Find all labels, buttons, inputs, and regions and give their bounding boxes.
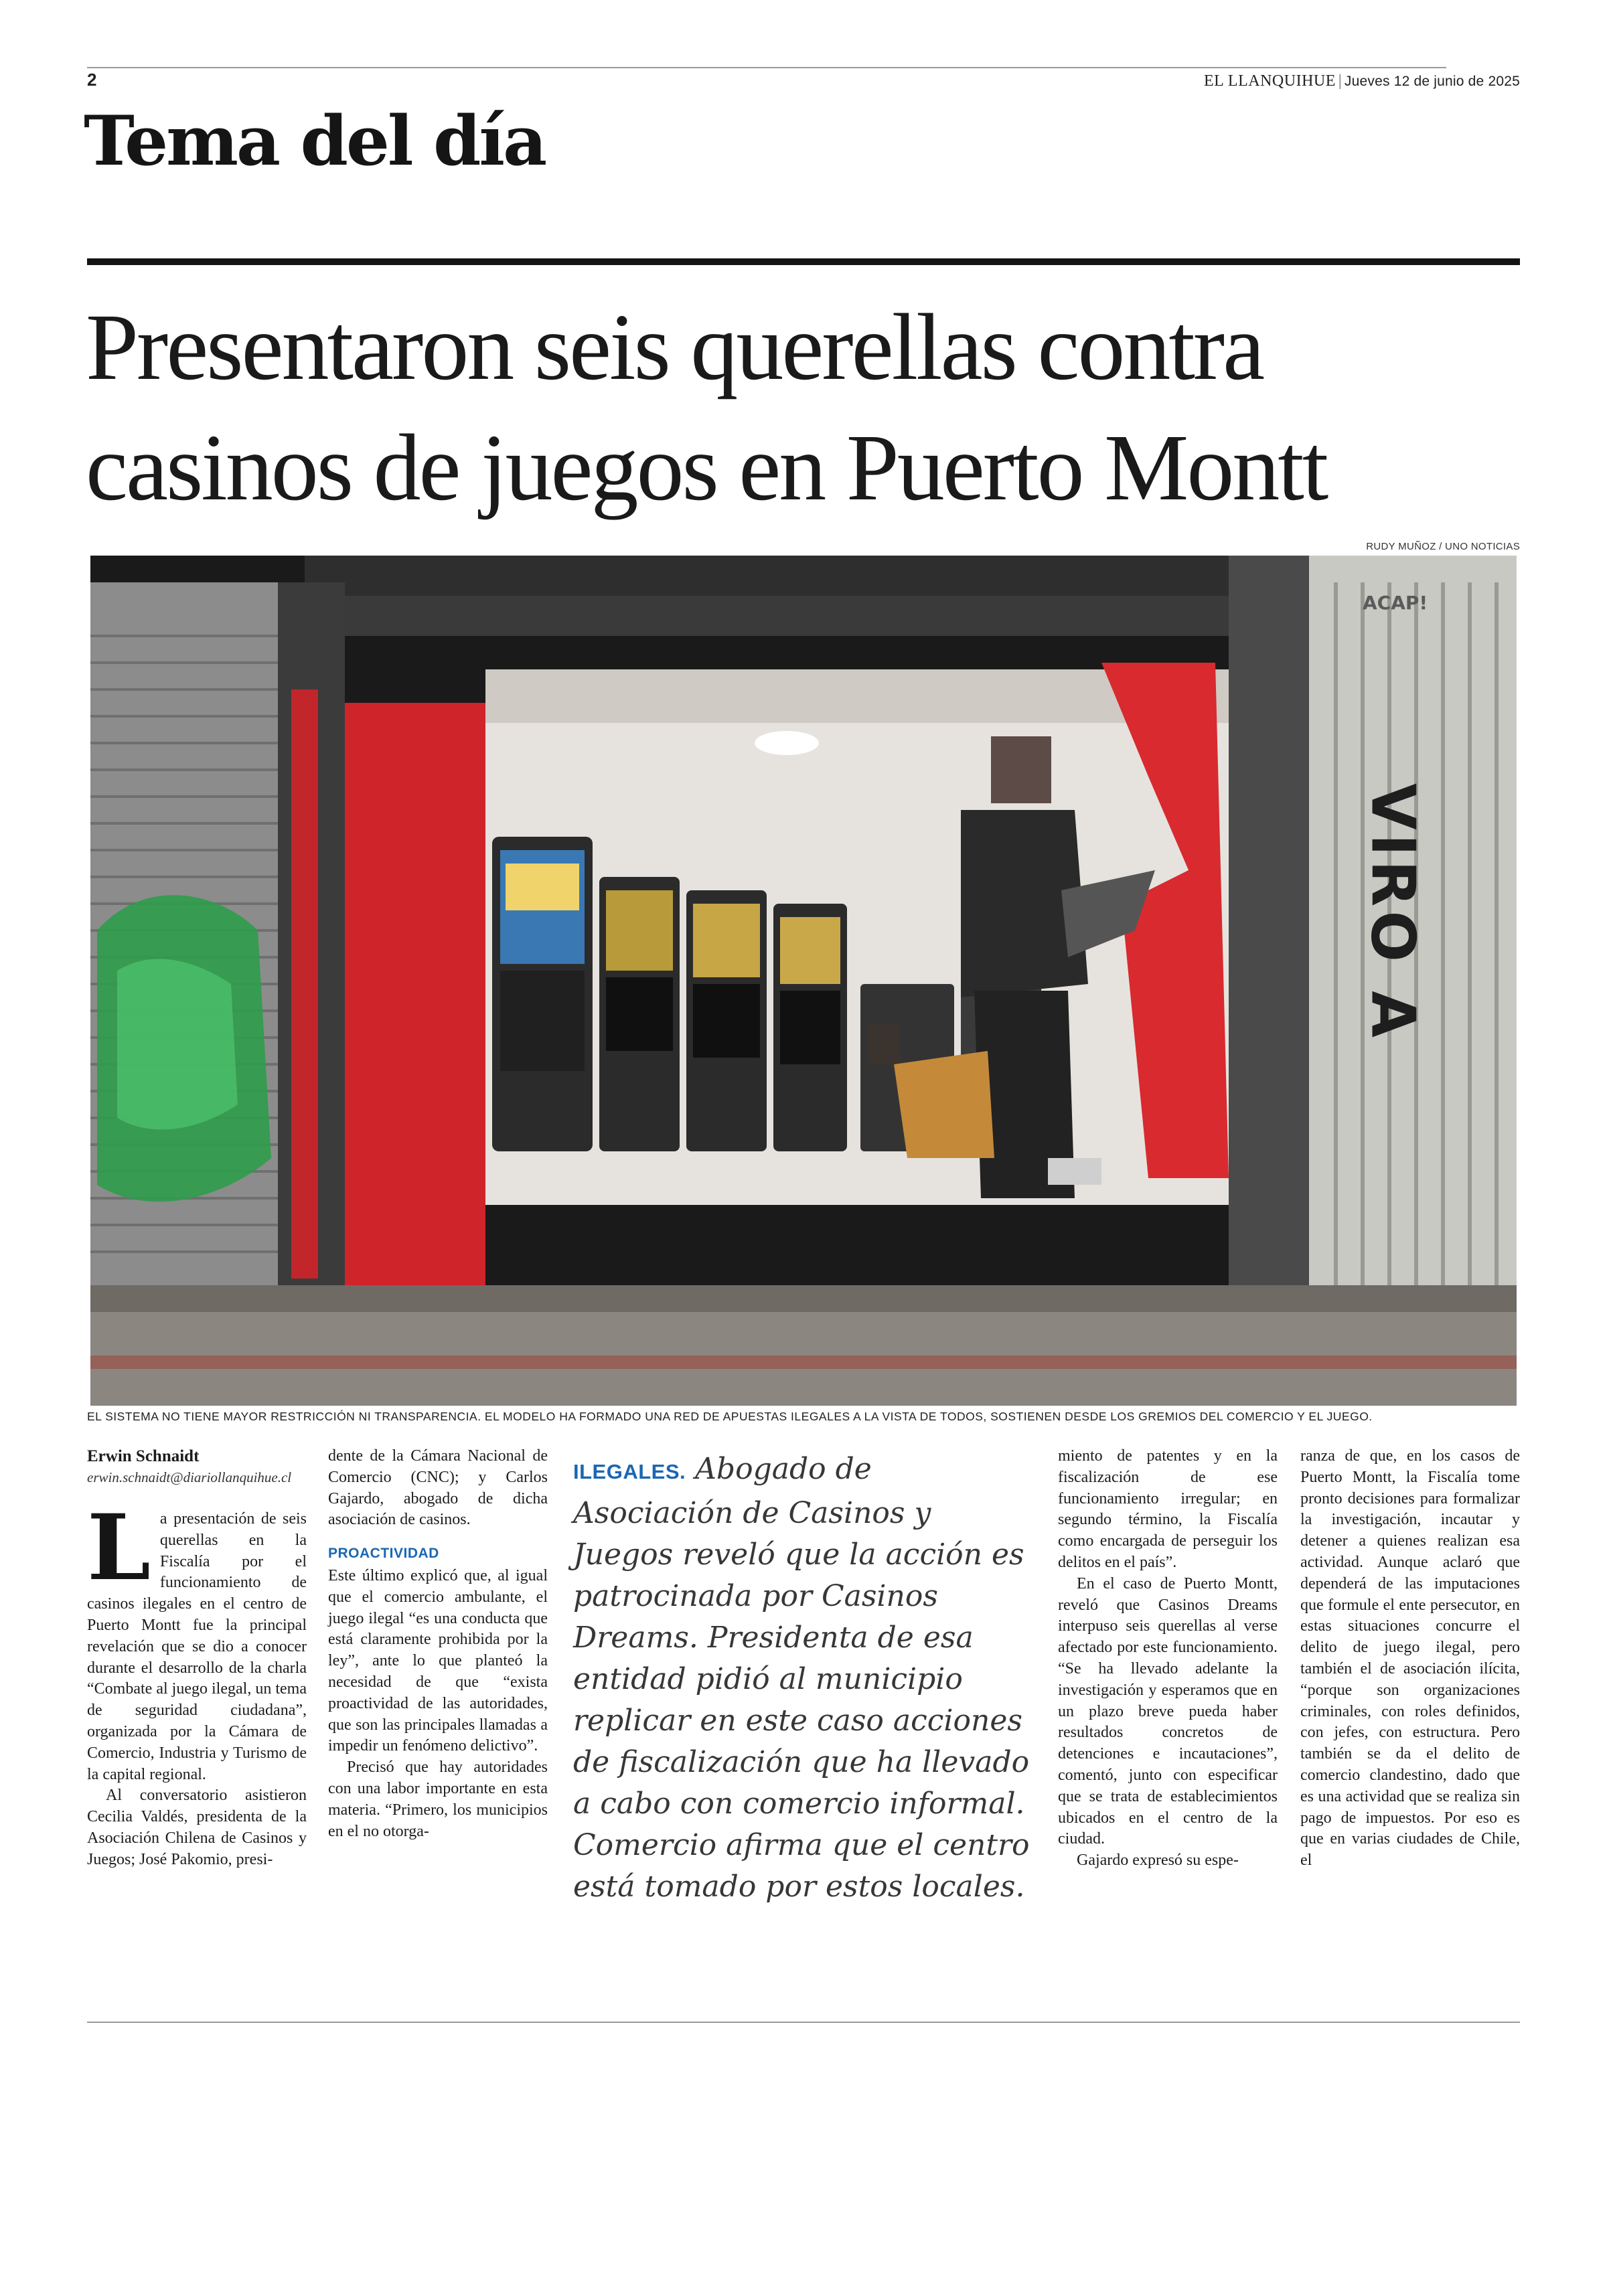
article-photo xyxy=(90,556,1517,1406)
ceiling-light xyxy=(755,731,819,755)
section-rule xyxy=(87,258,1520,265)
masthead-separator: | xyxy=(1338,72,1342,90)
article-column-1 xyxy=(87,1446,307,1871)
headline-line-2: casinos de juegos en Puerto Montt xyxy=(86,414,1327,520)
article-column-6 xyxy=(1300,1446,1520,1872)
paragraph: miento de patentes y en la fiscalización de ese funcionamiento irregular; en segundo término, la Fiscalía como encargada de perseguir los delitos en el país”. xyxy=(1058,1447,1278,1571)
drop-cap: L xyxy=(87,1494,151,1601)
headline-line-1: Presentaron seis querellas contra xyxy=(86,294,1264,400)
red-wall-left xyxy=(345,703,485,1285)
subhead-proactividad: PROACTIVIDAD xyxy=(328,1546,439,1562)
publication-date: Jueves 12 de junio de 2025 xyxy=(1344,74,1520,89)
first-paragraph-text: a presentación de seis querellas en la Fiscalía por el funcionamiento de casinos ilegales en el centro de Puerto Montt fue la principal revelación que se dio a conocer durante el desarrollo de la charla “Combate al juego ilegal, un tema de seguridad ciudadana”, organizada por la Cámara de Comercio, Industria y Turismo de la capital regional. xyxy=(87,1510,307,1783)
first-paragraph xyxy=(87,1494,307,1785)
author-email: erwin.schnaidt@diariollanquihue.cl xyxy=(87,1469,292,1485)
lead-kicker: ILEGALES. xyxy=(573,1460,686,1483)
photo-credit: RUDY MUÑOZ / UNO NOTICIAS xyxy=(1366,541,1520,552)
article-lead xyxy=(573,1449,1035,1908)
right-pillar xyxy=(1229,556,1309,1292)
paragraph: Gajardo expresó su espe- xyxy=(1077,1852,1239,1870)
page-number: 2 xyxy=(87,70,97,90)
photo-caption: EL SISTEMA NO TIENE MAYOR RESTRICCIÓN NI TRANSPARENCIA. EL MODELO HA FORMADO UNA RED DE APUESTAS ILEGALES A LA VISTA DE TODOS, SOSTIENEN DESDE LOS GREMIOS DEL COMERCIO Y EL JUEGO. xyxy=(87,1410,1373,1423)
section-title: Tema del día xyxy=(84,101,546,181)
article-column-2 xyxy=(328,1446,548,1842)
publication-name: EL LLANQUIHUE xyxy=(1204,72,1336,90)
author-name: Erwin Schnaidt xyxy=(87,1447,200,1465)
lead-text: Abogado de Asociación de Casinos y Juegos reveló que la acción es patrocinada por Casinos Dreams. Presidenta de esa entidad pidió al municipio replicar en este caso acciones de fiscalización que ha llevado a cabo con comercio informal. Comercio afirma que el centro está tomado por estos locales. xyxy=(573,1452,1030,1904)
shutter-sign-text: ACAP! xyxy=(1363,592,1428,614)
top-rule xyxy=(87,67,1446,68)
photo-illustration xyxy=(90,556,1517,1406)
paragraph: Este último explicó que, al igual que el comercio ambulante, el juego ilegal “es una conducta que está claramente prohibida por la ley”, ante lo que planteó la necesidad de que “exista proactividad de las autoridades, que son las principales llamadas a impedir un fenómeno delictivo”. xyxy=(328,1566,548,1755)
paragraph: Al conversatorio asistieron Cecilia Valdés, presidenta de la Asociación Chilena de Casinos y Juegos; José Pakomio, presi- xyxy=(87,1787,307,1868)
bottom-rule xyxy=(87,2022,1520,2023)
paragraph: En el caso de Puerto Montt, reveló que Casinos Dreams interpuso seis querellas al verse afectado por este funcionamiento. “Se ha llevado adelante la investigación y esperamos que en un plazo breve pueda haber resultados concretos de detenciones e incautaciones”, comentó, junto con especificar que se trata de establecimientos ubicados en el centro de la ciudad. xyxy=(1058,1574,1278,1848)
paragraph: Precisó que hay autoridades con una labor importante en esta materia. “Primero, los municipios en el no otorga- xyxy=(328,1758,548,1840)
paragraph: dente de la Cámara Nacional de Comercio (CNC); y Carlos Gajardo, abogado de dicha asociación de casinos. xyxy=(328,1447,548,1529)
masthead xyxy=(1204,72,1520,90)
article-column-5 xyxy=(1058,1446,1278,1872)
shutter-graffiti-text: VIRO A xyxy=(1357,783,1428,1042)
headline xyxy=(86,286,1532,527)
paragraph: ranza de que, en los casos de Puerto Montt, la Fiscalía tome pronto decisiones para formalizar la investigación, incautar y detener a quienes realizan esa actividad. Aunque aclaró que dependerá de las imputaciones que formule el ente persecutor, en estas situaciones concurre el delito de juego ilegal, pero también el de asociación ilícita, “porque son organizaciones criminales, con roles definidos, con jefes, con estructura. Pero también se da el delito de comercio clandestino, dado que es una actividad que se realiza sin pago de impuestos. Por eso es que en varias ciudades de Chile, el xyxy=(1300,1447,1520,1870)
